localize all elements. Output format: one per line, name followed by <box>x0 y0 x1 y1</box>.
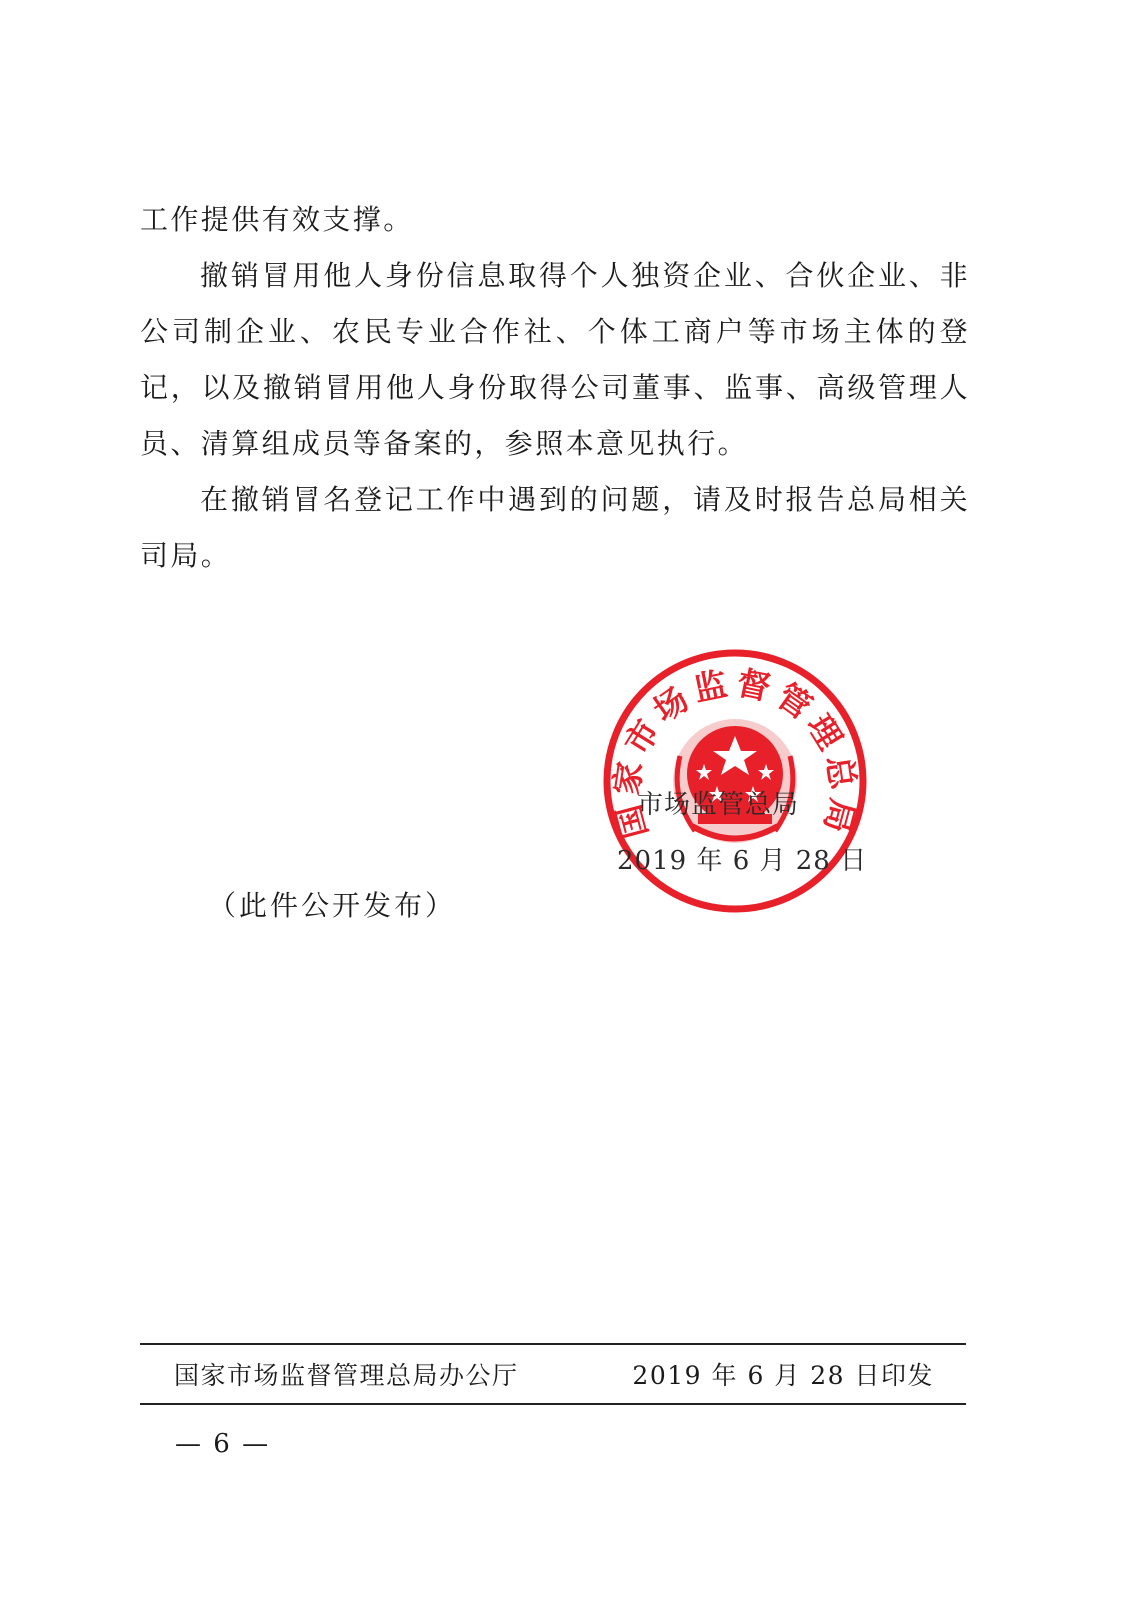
paragraph-report: 在撤销冒名登记工作中遇到的问题，请及时报告总局相关司局。 <box>140 483 970 572</box>
signature-date: 2019 年 6 月 28 日 <box>617 846 868 876</box>
footer-divider-top <box>140 1343 966 1345</box>
page-number: — 6 — <box>175 1429 271 1459</box>
publication-notice: （此件公开发布） <box>208 889 457 922</box>
paragraph-continuation: 工作提供有效支撑。 <box>140 203 414 236</box>
national-emblem-icon <box>673 719 797 843</box>
footer-issue-date: 2019 年 6 月 28 日印发 <box>632 1361 934 1390</box>
footer-divider-bottom <box>140 1403 966 1405</box>
paragraph-scope: 撤销冒用他人身份信息取得个人独资企业、合伙企业、非公司制企业、农民专业合作社、个体工商户等市场主体的登记，以及撤销冒用他人身份取得公司董事、监事、高级管理人员、清算组成员等备案的，参照本意见执行。 <box>140 259 970 460</box>
seal-text: 国家市场监督管理总局 <box>606 662 864 843</box>
signature-organization: 市场监管总局 <box>637 790 800 820</box>
footer-issuer: 国家市场监督管理总局办公厅 <box>174 1361 519 1390</box>
